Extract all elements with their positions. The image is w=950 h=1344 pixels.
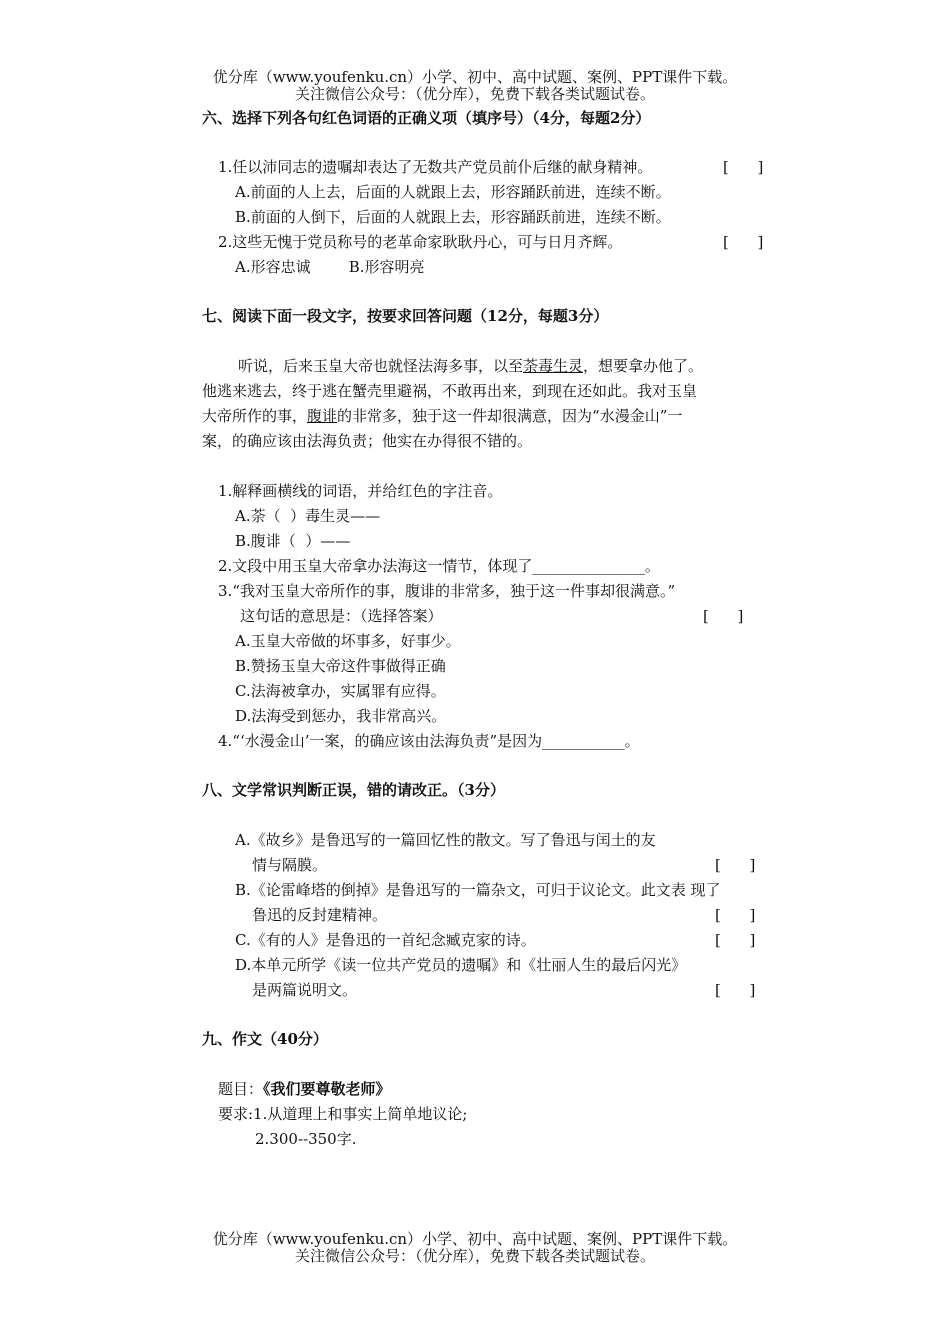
section-7-title: 七、阅读下面一段文字，按要求回答问题（12分，每题3分） [202, 307, 609, 325]
s8-item-c-bracket[interactable]: [ ] [715, 931, 756, 949]
s7-q3-answer-bracket[interactable]: [ ] [703, 607, 744, 625]
s7-question-1: 1.解释画横线的词语，并给红色的字注音。 [218, 482, 503, 500]
s8-item-c: C.《有的人》是鲁迅的一首纪念臧克家的诗。 [235, 931, 536, 949]
s7-q3-option-c: C.法海被拿办，实属罪有应得。 [235, 682, 446, 700]
essay-requirement-1: 要求:1.从道理上和事实上简单地议论; [218, 1105, 468, 1123]
underlined-term-1: 荼毒生灵 [523, 357, 584, 375]
s6-q2-options: A.形容忠诚 B.形容明亮 [235, 258, 425, 276]
footer-line-1: 优分库（www.youfenku.cn）小学、初中、高中试题、案例、PPT课件下载。 [212, 1230, 738, 1248]
s8-item-d-line-1: D.本单元所学《读一位共产党员的遗嘱》和《壮丽人生的最后闪光》 [235, 956, 687, 974]
s8-item-b-line-2: 鲁迅的反封建精神。 [252, 906, 388, 924]
footer-line-2: 关注微信公众号：（优分库），免费下载各类试题试卷。 [294, 1247, 655, 1265]
s6-q1-answer-bracket[interactable]: [ ] [723, 158, 764, 176]
s8-item-d-line-2: 是两篇说明文。 [252, 981, 358, 999]
essay-topic: 题目：《我们要尊敬老师》 [218, 1080, 391, 1098]
header-line-2: 关注微信公众号：（优分库），免费下载各类试题试卷。 [294, 85, 655, 103]
s7-q1-item-a: A.荼（ ）毒生灵—— [235, 507, 381, 525]
s7-question-2: 2.文段中用玉皇大帝拿办法海这一情节，体现了_______________。 [218, 557, 660, 575]
s6-q2-answer-bracket[interactable]: [ ] [723, 233, 764, 251]
passage-line-1: 听说，后来玉皇大帝也就怪法海多事，以至荼毒生灵，想要拿办他了。 [238, 357, 704, 375]
essay-topic-title: 《我们要尊敬老师》 [263, 1080, 391, 1098]
header-line-1: 优分库（www.youfenku.cn）小学、初中、高中试题、案例、PPT课件下载。 [212, 68, 738, 86]
passage-line-2: 他逃来逃去，终于逃在蟹壳里避祸，不敢再出来，到现在还如此。我对玉皇 [202, 382, 698, 400]
essay-requirement-2: 2.300--350字. [255, 1130, 357, 1148]
s6-q1-option-b: B.前面的人倒下，后面的人就跟上去，形容踊跃前进，连续不断。 [235, 208, 671, 226]
s7-q3-stem: 这句话的意思是：（选择答案） [240, 607, 443, 625]
s7-q3-option-b: B.赞扬玉皇大帝这件事做得正确 [235, 657, 446, 675]
s6-question-1: 1.任以沛同志的遗嘱却表达了无数共产党员前仆后继的献身精神。 [218, 158, 653, 176]
s7-question-3: 3.“我对玉皇大帝所作的事，腹诽的非常多，独于这一件事却很满意。” [218, 582, 676, 600]
s6-question-2: 2.这些无愧于党员称号的老革命家耿耿丹心，可与日月齐辉。 [218, 233, 623, 251]
s7-question-4: 4.“‘水漫金山’一案，的确应该由法海负责”是因为___________。 [218, 732, 640, 750]
s8-item-a-line-1: A.《故乡》是鲁迅写的一篇回忆性的散文。写了鲁迅与闰土的友 [235, 831, 656, 849]
s8-item-a-bracket[interactable]: [ ] [715, 856, 756, 874]
s8-item-d-bracket[interactable]: [ ] [715, 981, 756, 999]
underlined-term-2: 腹诽 [307, 407, 338, 425]
passage-line-3: 大帝所作的事，腹诽的非常多，独于这一件却很满意，因为“水漫金山”一 [202, 407, 683, 425]
s7-q1-item-b: B.腹诽（ ）—— [235, 532, 351, 550]
passage-line-4: 案，的确应该由法海负责；他实在办得很不错的。 [202, 432, 533, 450]
s8-item-b-line-1: B.《论雷峰塔的倒掉》是鲁迅写的一篇杂文，可归于议论文。此文表 现了 [235, 881, 721, 899]
s8-item-a-line-2: 情与隔膜。 [252, 856, 328, 874]
s6-q1-option-a: A.前面的人上去，后面的人就跟上去，形容踊跃前进，连续不断。 [235, 183, 671, 201]
s7-q3-option-a: A.玉皇大帝做的坏事多，好事少。 [235, 632, 461, 650]
s8-item-b-bracket[interactable]: [ ] [715, 906, 756, 924]
s7-q3-option-d: D.法海受到惩办，我非常高兴。 [235, 707, 447, 725]
section-8-title: 八、文学常识判断正误，错的请改正。（3分） [202, 781, 505, 799]
section-9-title: 九、作文（40分） [202, 1030, 328, 1048]
section-6-title: 六、选择下列各句红色词语的正确义项（填序号）（4分，每题2分） [202, 109, 651, 127]
